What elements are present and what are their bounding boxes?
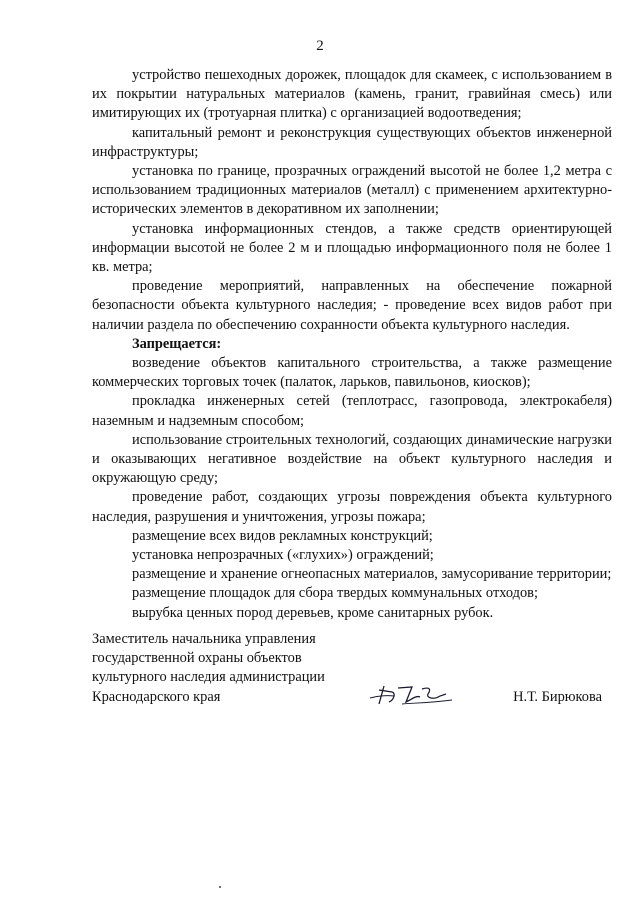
- prohibited-item-damage-threats: проведение работ, создающих угрозы повреждения объекта культурного наследия, разрушения и уничтожения, угрозы пожара;: [92, 489, 612, 525]
- scan-speck: [219, 886, 221, 888]
- prohibited-item-utility-networks: прокладка инженерных сетей (теплотрасс, газопровода, электрокабеля) наземным и надземным способом;: [92, 393, 612, 429]
- prohibited-item-construction: возведение объектов капитального строительства, а также размещение коммерческих торговых точек (палаток, ларьков, павильонов, киосков);: [92, 355, 612, 391]
- prohibited-item-tree-felling: вырубка ценных пород деревьев, кроме санитарных рубок.: [132, 604, 494, 621]
- paragraph-infrastructure-repair: капитальный ремонт и реконструкция существующих объектов инженерной инфраструктуры;: [92, 124, 612, 160]
- page-number: 2: [316, 38, 324, 54]
- signer-position-line: государственной охраны объектов: [92, 650, 302, 667]
- prohibited-item-dynamic-loads: использование строительных технологий, создающих динамические нагрузки и оказывающих негативное воздействие на объект культурного наследия и окружающую среду;: [92, 431, 612, 487]
- signer-name: Н.Т. Бирюкова: [513, 688, 602, 705]
- prohibited-item-waste-sites: размещение площадок для сбора твердых коммунальных отходов;: [132, 585, 538, 602]
- paragraph-fence-installation: установка по границе, прозрачных ограждений высотой не более 1,2 метра с использованием традиционных материалов (металл) с применением архитектурно-исторических элементов в декоративном их заполнении;: [92, 163, 612, 218]
- signer-position-line: культурного наследия администрации: [92, 669, 325, 686]
- paragraph-info-stands: установка информационных стендов, а также средств ориентирующей информации высотой не более 2 м и площадью информационного поля не более 1 кв. метра;: [92, 220, 612, 276]
- paragraph-pedestrian-paths: устройство пешеходных дорожек, площадок для скамеек, с использованием в их покрытии натуральных материалов (камень, гранит, гравийная смесь) или имитирующих их (тротуарная плитка) с организацией водоотведения;: [92, 67, 612, 122]
- prohibited-item-opaque-fences: установка непрозрачных («глухих») ограждений;: [132, 547, 434, 564]
- prohibited-item-flammable-materials: размещение и хранение огнеопасных материалов, замусоривание территории;: [132, 566, 612, 583]
- signer-position-line: Краснодарского края: [92, 688, 221, 705]
- paragraph-fire-safety: проведение мероприятий, направленных на обеспечение пожарной безопасности объекта культурного наследия; - проведение всех видов работ при наличии раздела по обеспечению сохранности объекта культурного наследия.: [92, 278, 612, 333]
- document-body: [92, 66, 612, 623]
- prohibited-item-advertising: размещение всех видов рекламных конструкций;: [132, 527, 433, 544]
- handwritten-signature-icon: [368, 678, 454, 708]
- prohibited-heading: Запрещается:: [132, 335, 222, 352]
- signature-block: [92, 630, 612, 707]
- signer-position-line: Заместитель начальника управления: [92, 631, 316, 647]
